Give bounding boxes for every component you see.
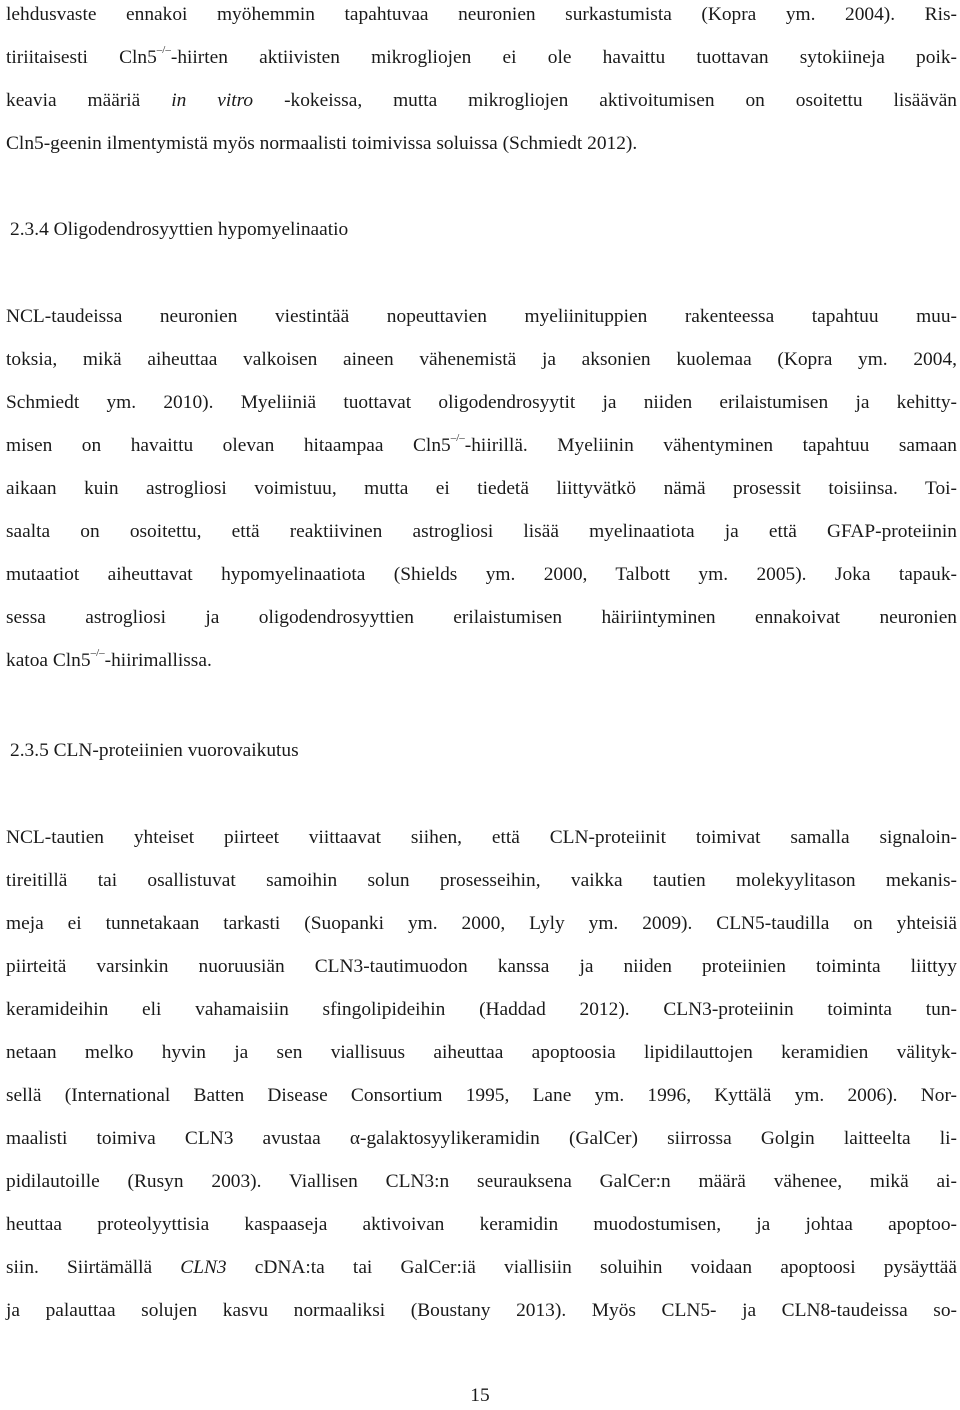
- text-fragment: misen on havaittu olevan hitaampaa Cln5: [6, 435, 451, 456]
- text-line: saalta on osoitettu, että reaktiivinen astrogliosi lisää myelinaatiota ja että GFAP-proteiinin: [6, 521, 957, 542]
- text-line: Cln5-geenin ilmentymistä myös normaalisti toimivissa soluissa (Schmiedt 2012).: [6, 133, 638, 154]
- text-line: lehdusvaste ennakoi myöhemmin tapahtuvaa neuronien surkastumista (Kopra ym. 2004). Ris-: [6, 4, 957, 25]
- superscript: –/–: [156, 44, 171, 56]
- text-line: sellä (International Batten Disease Consortium 1995, Lane ym. 1996, Kyttälä ym. 2006). Nor-: [6, 1085, 957, 1106]
- text-fragment: -hiirten aktiivisten mikrogliojen ei ole havaittu tuottavan sytokiineja poik-: [170, 47, 957, 68]
- text-fragment: -kokeissa, mutta mikrogliojen aktivoitumisen on osoitettu lisäävän: [284, 90, 958, 111]
- text-line: tireitillä tai osallistuvat samoihin solun prosesseihin, vaikka tautien molekyylitason mekanis-: [6, 870, 957, 891]
- text-line: meja ei tunnetakaan tarkasti (Suopanki ym. 2000, Lyly ym. 2009). CLN5-taudilla on yhteisiä: [6, 913, 957, 934]
- section-heading: 2.3.5 CLN-proteiinien vuorovaikutus: [10, 740, 299, 761]
- text-fragment: -hiirillä. Myeliinin vähentyminen tapahtuu samaan: [464, 435, 958, 456]
- superscript: –/–: [450, 432, 465, 444]
- text-line: NCL-tautien yhteiset piirteet viittaavat siihen, että CLN-proteiinit toimivat samalla signaloin-: [6, 827, 957, 848]
- text-line: NCL-taudeissa neuronien viestintää nopeuttavien myeliinituppien rakenteessa tapahtuu muu-: [6, 306, 957, 327]
- superscript: –/–: [90, 647, 105, 659]
- italic-term: CLN3: [180, 1257, 227, 1278]
- italic-term: in vitro: [171, 90, 254, 111]
- text-line: heuttaa proteolyyttisia kaspaaseja aktivoivan keramidin muodostumisen, ja johtaa apoptoo-: [6, 1214, 957, 1235]
- text-line: aikaan kuin astrogliosi voimistuu, mutta ei tiedetä liittyvätkö nämä prosessit toisiinsa. Toi-: [6, 478, 957, 499]
- text-line: maalisti toimiva CLN3 avustaa α-galaktosyylikeramidin (GalCer) siirrossa Golgin laitteelta li-: [6, 1128, 957, 1149]
- text-line: piirteitä varsinkin nuoruusiän CLN3-tautimuodon kanssa ja niiden proteiinien toiminta liittyy: [6, 956, 957, 977]
- text-fragment: -hiirimallissa.: [104, 650, 212, 671]
- text-line: [6, 432, 957, 460]
- text-fragment: tiriitaisesti Cln5: [6, 47, 157, 68]
- text-line: [6, 44, 957, 72]
- text-line: [6, 87, 957, 115]
- text-fragment: siin. Siirtämällä: [6, 1257, 153, 1278]
- section-heading: 2.3.4 Oligodendrosyyttien hypomyelinaatio: [10, 219, 349, 240]
- text-line: pidilautoille (Rusyn 2003). Viallisen CLN3:n seurauksena GalCer:n määrä vähenee, mikä ai-: [6, 1171, 957, 1192]
- text-line: Schmiedt ym. 2010). Myeliiniä tuottavat oligodendrosyytit ja niiden erilaistumisen ja kehitty-: [6, 392, 957, 413]
- text-line: toksia, mikä aiheuttaa valkoisen aineen vähenemistä ja aksonien kuolemaa (Kopra ym. 2004,: [6, 349, 957, 370]
- page-number: 15: [470, 1385, 490, 1406]
- text-fragment: cDNA:ta tai GalCer:iä viallisiin soluihin voidaan apoptoosi pysäyttää: [254, 1257, 957, 1278]
- text-fragment: keavia määriä: [6, 90, 141, 111]
- text-line: [6, 647, 957, 675]
- text-line: [6, 1254, 957, 1282]
- text-line: ja palauttaa solujen kasvu normaaliksi (Boustany 2013). Myös CLN5- ja CLN8-taudeissa so-: [6, 1300, 957, 1321]
- text-line: mutaatiot aiheuttavat hypomyelinaatiota (Shields ym. 2000, Talbott ym. 2005). Joka tapauk-: [6, 564, 957, 585]
- text-line: keramideihin eli vahamaisiin sfingolipideihin (Haddad 2012). CLN3-proteiinin toiminta tun-: [6, 999, 957, 1020]
- text-fragment: katoa Cln5: [6, 650, 91, 671]
- text-line: sessa astrogliosi ja oligodendrosyyttien erilaistumisen häiriintyminen ennakoivat neuronien: [6, 607, 957, 628]
- text-line: netaan melko hyvin ja sen viallisuus aiheuttaa apoptoosia lipidilauttojen keramidien välityk-: [6, 1042, 957, 1063]
